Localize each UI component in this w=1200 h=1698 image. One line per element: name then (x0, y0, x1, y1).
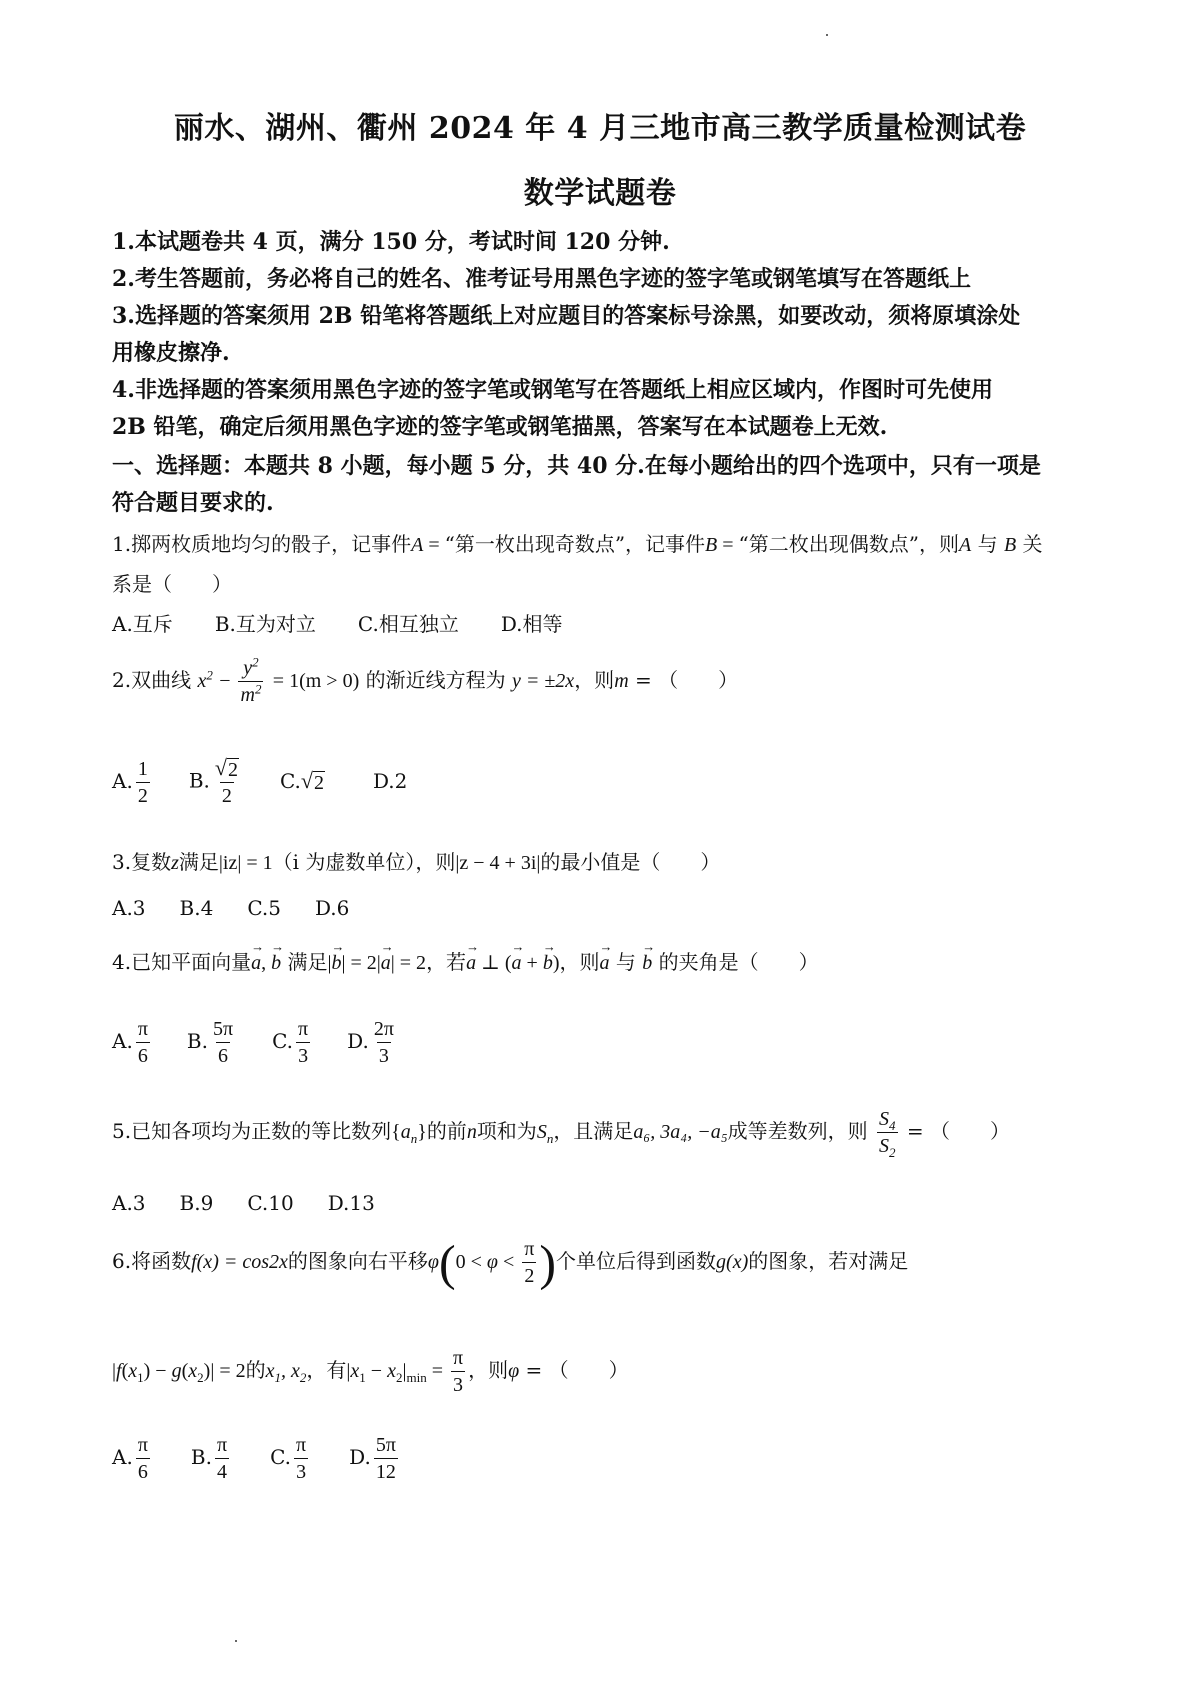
q5-option-b: B.9 (179, 1191, 214, 1215)
q4-vector-b: → b (271, 952, 281, 975)
q6-g: g(x) (716, 1251, 749, 1273)
q4-prefix: 4.已知平面向量 (112, 950, 252, 974)
q1-event-a-2: A (959, 534, 972, 556)
q4-condition: |→ b| = 2|→ a| (327, 952, 399, 974)
question-1 (112, 528, 1043, 557)
q3-abs-iz: |iz| = 1 (218, 852, 273, 874)
q1-text-a: “第一枚出现奇数点”，记事件 (444, 532, 706, 556)
q4-sum: (→ a + → b) (505, 952, 560, 974)
q6-option-a: A. $\frac{\pi}{6}$ (112, 1434, 148, 1483)
q5-mid1: 的前 (426, 1119, 467, 1143)
q3-option-c: C.5 (247, 896, 281, 920)
q4-mid3: ，则 (559, 950, 600, 974)
q3-option-b: B.4 (179, 896, 214, 920)
q4-vector-b-3: → b (642, 952, 652, 975)
q2-minus: − (219, 670, 236, 692)
q4-vector-a: → a (251, 952, 261, 975)
q2-cond: = 1(m > 0) (272, 670, 360, 692)
q4-mid1: 满足 (287, 950, 328, 974)
q6-option-b: B. $\frac{\pi}{4}$ (190, 1434, 228, 1483)
q6-option-d: D. $\frac{5\pi}{12}$ (349, 1434, 396, 1483)
question-2 (112, 655, 738, 708)
instruction-3: 3.选择题的答案须用 2B 铅笔将答题纸上对应题目的答案标号涂黑，如要改动，须将原填涂处 (112, 303, 1021, 329)
q6-func: f(x) = cos2x (191, 1251, 288, 1273)
q1-option-a: A.互斥 (112, 612, 173, 636)
q4-options (112, 1016, 441, 1069)
q2-option-b: B. √ 2 2 (188, 755, 238, 807)
q2-option-a: A. $\frac{1}{2}$ (112, 757, 148, 807)
q1-option-d: D.相等 (500, 612, 563, 636)
q6-min-distance: $|x_1 - x_2|_{min}$ = (346, 1360, 448, 1385)
q3-tail: 的最小值是（ ） (540, 850, 721, 874)
q4-option-c: C. $\frac{\pi}{3}$ (272, 1018, 309, 1067)
q5-ratio: $\frac{S_4}{S_2}$ (879, 1108, 896, 1160)
q4-tail: 的夹角是（ ） (658, 950, 819, 974)
question-3 (112, 846, 720, 875)
scan-speck (235, 1640, 237, 1642)
q5-mid4: 成等差数列，则 (727, 1119, 868, 1143)
instruction-4: 4.非选择题的答案须用黑色字迹的签字笔或钢笔写在答题纸上相应区域内，作图时可先使用 (112, 377, 993, 403)
q4-vector-a-2: → a (466, 952, 476, 975)
q6-range: 0 < φ < (455, 1251, 520, 1273)
q2-ask: ，则 (574, 668, 615, 692)
q3-paren: （i 为虚数单位），则 (272, 850, 456, 874)
q1-eq-2: = (717, 534, 739, 556)
q4-vector-a-3: → a (600, 952, 610, 975)
q5-option-c: C.10 (247, 1191, 294, 1215)
q3-abs-expr: |z − 4 + 3i| (455, 852, 541, 874)
scan-speck (826, 34, 828, 36)
q6-phi: φ (427, 1251, 439, 1273)
q6-mid1: 的图象向右平移 (287, 1249, 428, 1273)
q3-option-d: D.6 (314, 896, 350, 920)
q3-mid: 满足 (178, 850, 219, 874)
question-6-cont: $|f(x_1) - g(x_2)| = 2$的$x_1$, $x_2$，有$|x_1 - x_2|_{min}$ = $\frac{\pi}{3}$ ，则φ = （ ） (112, 1347, 629, 1396)
q1-text-b: “第二枚出现偶数点”，则 (738, 532, 959, 556)
q1-event-a: A (411, 534, 424, 556)
q2-asymptote: y = ±2x (511, 670, 575, 692)
instruction-2: 2.考生答题前，务必将自己的姓名、准考证号用黑色字迹的签字笔或钢笔填写在答题纸上 (112, 266, 971, 292)
q1-option-b: B.互为对立 (214, 612, 316, 636)
section-heading-cont: 符合题目要求的. (112, 490, 274, 516)
q2-var: m (614, 670, 629, 692)
q6-options (112, 1432, 443, 1485)
q3-options (112, 896, 391, 920)
q5-n: n (466, 1121, 477, 1143)
q2-mid: 的渐近线方程为 (365, 668, 506, 692)
q2-option-c: C. √ 2 (279, 767, 324, 794)
q4-mid2: ，若 (426, 950, 467, 974)
q5-option-d: D.13 (327, 1191, 375, 1215)
q1-option-c: C.相互独立 (357, 612, 459, 636)
q4-cond-value: = 2 (399, 952, 427, 974)
q1-event-b-2: B (1003, 534, 1017, 556)
q4-option-d: D. $\frac{2\pi}{3}$ (347, 1018, 394, 1067)
q1-eq: = (423, 534, 445, 556)
q5-tail: = （ ） (900, 1119, 1011, 1143)
q5-option-a: A.3 (112, 1191, 146, 1215)
q5-mid3: ，且满足 (553, 1119, 634, 1143)
q5-sn: $S_n$ (536, 1121, 554, 1146)
q1-options (112, 608, 605, 637)
q2-prefix: 2.双曲线 (112, 668, 192, 692)
q1-prefix: 1.掷两枚质地均匀的骰子，记事件 (112, 532, 412, 556)
q2-option-d: D.2 (372, 768, 408, 793)
question-6: 6.将函数f(x) = cos2x的图象向右平移φ(0 < φ < $\frac{\pi}{2}$ )个单位后得到函数g(x)的图象，若对满足 (112, 1234, 909, 1291)
q6-condition: $|f(x_1) - g(x_2)| = 2$ (112, 1360, 246, 1385)
q6-prefix: 6.将函数 (112, 1249, 192, 1273)
q3-option-a: A.3 (112, 896, 146, 920)
question-4: 4.已知平面向量→ a, → b 满足|→ b| = 2|→ a| = 2，若→ a ⊥ (→ a + → b)，则→ a 与 → b 的夹角是（ ） (112, 946, 819, 975)
page-subtitle: 数学试题卷 (523, 176, 677, 211)
q5-mid2: 项和为 (476, 1119, 537, 1143)
q1-and: 与 (971, 532, 1004, 556)
q2-fraction: $\frac{y^2}{m^2}$ (240, 654, 262, 706)
q5-options (112, 1191, 417, 1215)
question-5 (112, 1106, 1010, 1159)
q5-terms: a₆, 3a₄, −a₅ (633, 1121, 728, 1143)
q6-vars: $x_1$, $x_2$ (265, 1360, 307, 1385)
q2-tail: = （ ） (628, 668, 739, 692)
q5-sequence: $\{a_n\}$ (391, 1121, 427, 1146)
q2-x-squared: $x^2$ (197, 667, 213, 692)
q2-options (112, 755, 449, 809)
q4-option-b: B. $\frac{5\pi}{6}$ (186, 1018, 234, 1067)
instruction-3-cont: 用橡皮擦净. (112, 340, 230, 366)
q6-mid2: 个单位后得到函数 (556, 1249, 717, 1273)
q5-prefix: 5.已知各项均为正数的等比数列 (112, 1119, 392, 1143)
q3-prefix: 3.复数 (112, 850, 172, 874)
q1-suffix: 关 (1016, 532, 1043, 556)
instruction-4-cont: 2B 铅笔，确定后须用黑色字迹的签字笔或钢笔描黑，答案写在本试题卷上无效. (112, 414, 888, 440)
question-1-cont: 系是（ ） (112, 572, 232, 596)
q1-event-b: B (705, 534, 718, 556)
section-heading: 一、选择题：本题共 8 小题，每小题 5 分，共 40 分.在每小题给出的四个选项中，只有一项是 (112, 453, 1041, 479)
page-title: 丽水、湖州、衢州 2024 年 4 月三地市高三教学质量检测试卷 (173, 111, 1027, 146)
q4-option-a: A. $\frac{\pi}{6}$ (112, 1018, 148, 1067)
q3-z: z (171, 852, 179, 874)
q6-mid3: 的图象，若对满足 (748, 1249, 909, 1273)
q6-option-c: C. $\frac{\pi}{3}$ (270, 1434, 307, 1483)
instruction-1: 1.本试题卷共 4 页，满分 150 分，考试时间 120 分钟. (112, 229, 670, 255)
